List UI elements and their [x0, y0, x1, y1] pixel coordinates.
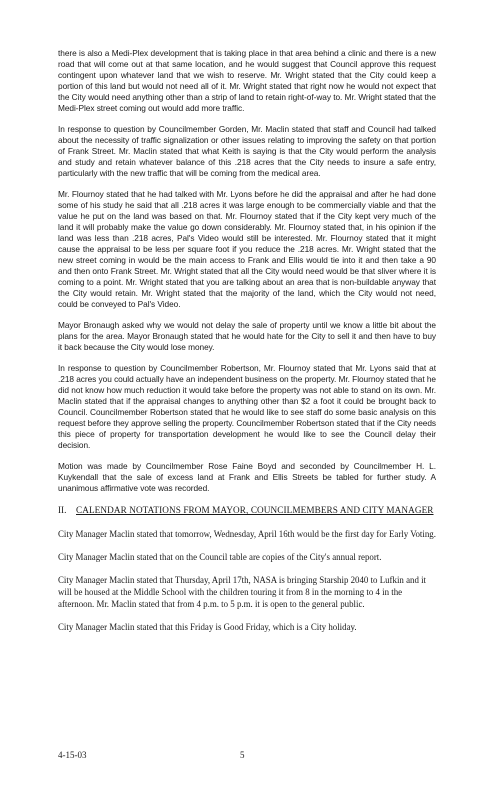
- notation-paragraph: City Manager Maclin stated that Thursday, April 17th, NASA is bringing Starship 2040 to Lufkin and it will be housed at the Middle School with the children touring it from 8 in the morning to 4 in the afternoon. Mr. Maclin stated that from 4 p.m. to 5 p.m. it is open to the general public.: [58, 575, 427, 609]
- paragraph: there is also a Medi-Plex development that is taking place in that area behind a clinic and there is a new road that will come out at that same location, and he would suggest that Council approve this request contingent upon whatever land that we wish to reserve. Mr. Wright stated that the City could keep a portion of this land but would not need all of it. Mr. Wright stated that right now he would not expect that the City would need anything other than a strip of land to retain right-of-way to. Mr. Wright stated that the Medi-Plex street coming out would add more traffic.: [58, 48, 436, 113]
- section-number: II.: [58, 505, 67, 515]
- footer-date: 4-15-03: [58, 750, 87, 760]
- paragraph: Mayor Bronaugh asked why we would not delay the sale of property until we know a little bit about the plans for the area. Mayor Bronaugh stated that he would hate for the City to sell it and then have to buy it back because the City would lose money.: [58, 320, 436, 352]
- paragraph: In response to question by Councilmember Gorden, Mr. Maclin stated that staff and Council had talked about the necessity of traffic signalization or other issues relating to improving the safety on that portion of Frank Street. Mr. Maclin stated that what Keith is saying is that the City would perform the analysis and study and retain whatever balance of this .218 acres that the City needs to insure a safe entry, particularly with the new traffic that will be coming from the medical area.: [58, 124, 436, 178]
- notation-paragraph: City Manager Maclin stated that on the Council table are copies of the City's annual report.: [58, 552, 382, 562]
- page-number: 5: [240, 750, 245, 760]
- notation-paragraph: City Manager Maclin stated that this Friday is Good Friday, which is a City holiday.: [58, 622, 357, 632]
- paragraph: In response to question by Councilmember Robertson, Mr. Flournoy stated that Mr. Lyons said that at .218 acres you could actually have an independent business on the property. Mr. Flournoy stated that he did not know how much reduction it would take before the property was not able to stand on its own. Mr. Maclin stated that if the appraisal changes to anything other than $2 a foot it could be brought back to Council. Councilmember Robertson stated that he would like to see staff do some basic analysis on this request before they approve selling the property. Councilmember Robertson stated that if the City needs this piece of property for transportation development he would like to see the Council delay their decision.: [58, 363, 436, 450]
- paragraph: Motion was made by Councilmember Rose Faine Boyd and seconded by Councilmember H. L. Kuykendall that the sale of excess land at Frank and Ellis Streets be tabled for further study. A unanimous affirmative vote was recorded.: [58, 461, 436, 493]
- section-title: CALENDAR NOTATIONS FROM MAYOR, COUNCILMEMBERS AND CITY MANAGER: [76, 505, 434, 515]
- paragraph: Mr. Flournoy stated that he had talked with Mr. Lyons before he did the appraisal and after he had done some of his study he said that all .218 acres it was large enough to be commercially viable and that the value he put on the land was based on that. Mr. Flournoy stated that if the City kept very much of the land it will probably make the value go down considerably. Mr. Flournoy stated that, in his opinion if the land was less than .218 acres, Pal's Video would still be interested. Mr. Flournoy stated that it might cause the appraisal to be less per square foot if you reduce the .218 acres. Mr. Wright stated that the new street coming in would be the main access to Frank and Ellis would tie into it and then take a 90 and then onto Frank Street. Mr. Wright stated that all the City would need would be that sliver where it is coming to a point. Mr. Wright stated that you are talking about an area that is non-buildable anyway that the City would retain. Mr. Wright stated that the majority of the land, which the City would not need, could be conveyed to Pal's Video.: [58, 189, 436, 309]
- document-body: [58, 48, 436, 644]
- notation-paragraph: City Manager Maclin stated that tomorrow, Wednesday, April 16th would be the first day for Early Voting.: [58, 529, 436, 539]
- section-heading: [58, 504, 436, 517]
